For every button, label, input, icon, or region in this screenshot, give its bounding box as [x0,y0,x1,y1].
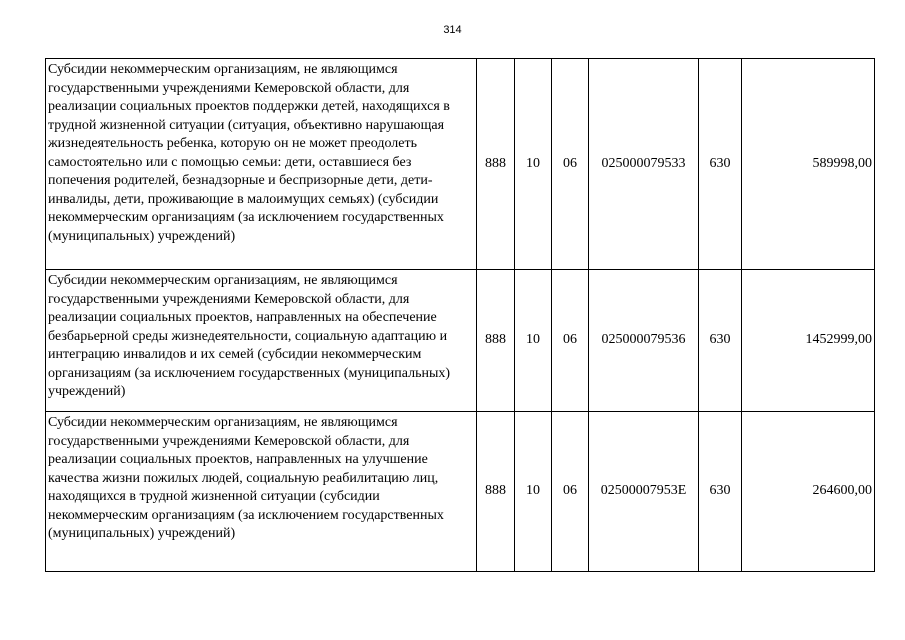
row-description: Субсидии некоммерческим организациям, не являющимся государственными учреждениями Кемеровской области, для реализации социальных проектов поддержки детей, находящихся в трудной жизненной ситуации (ситуация, объективно нарушающая жизнедеятельность ребенка, которую он не может преодолеть самостоятельно или с помощью семьи: дети, оставшиеся без попечения родителей, безнадзорные и беспризорные дети, дети-инвалиды, дети, проживающие в малоимущих семьях) (субсидии некоммерческим организациям (за исключением государственных (муниципальных) учреждений) [46,59,477,270]
row-expense-type: 630 [699,270,742,412]
row-ministry-code: 888 [477,270,515,412]
row-target-article: 025000079536 [589,270,699,412]
row-amount: 264600,00 [742,412,875,572]
row-amount: 1452999,00 [742,270,875,412]
row-section-code: 10 [515,412,552,572]
row-subsection-code: 06 [552,270,589,412]
row-target-article: 025000079533 [589,59,699,270]
row-section-code: 10 [515,270,552,412]
table-row [46,270,875,412]
row-section-code: 10 [515,59,552,270]
row-amount: 589998,00 [742,59,875,270]
table-row [46,412,875,572]
row-ministry-code: 888 [477,412,515,572]
row-description: Субсидии некоммерческим организациям, не являющимся государственными учреждениями Кемеровской области, для реализации социальных проектов, направленных на улучшение качества жизни пожилых людей, социальную реабилитацию лиц, находящихся в трудной жизненной ситуации (субсидии некоммерческим организациям (за исключением государственных (муниципальных) учреждений) [46,412,477,572]
row-expense-type: 630 [699,59,742,270]
row-subsection-code: 06 [552,59,589,270]
row-ministry-code: 888 [477,59,515,270]
page-number: 314 [443,24,462,36]
row-subsection-code: 06 [552,412,589,572]
budget-table [45,58,875,572]
row-expense-type: 630 [699,412,742,572]
row-description: Субсидии некоммерческим организациям, не являющимся государственными учреждениями Кемеровской области, для реализации социальных проектов, направленных на обеспечение безбарьерной среды жизнедеятельности, социальную адаптацию и интеграцию инвалидов и их семей (субсидии некоммерческим организациям (за исключением государственных (муниципальных) учреждений) [46,270,477,412]
table-row [46,59,875,270]
row-target-article: 02500007953Е [589,412,699,572]
